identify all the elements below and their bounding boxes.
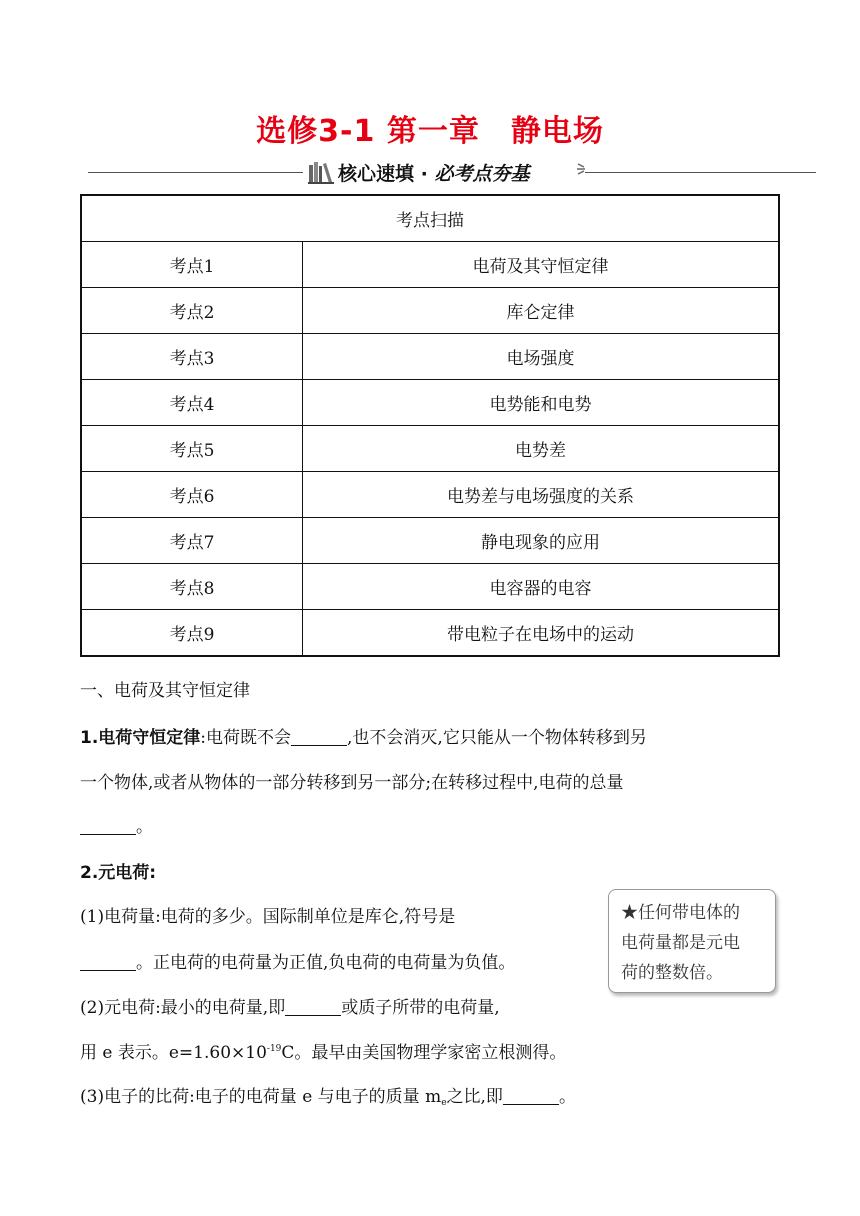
banner-rule-right <box>585 172 816 173</box>
banner-rule-left <box>88 172 303 173</box>
item-3-end: 。 <box>558 1087 576 1107</box>
paragraph-1-text-a: :电荷既不会 <box>200 728 292 748</box>
topic-number: 考点3 <box>81 334 303 380</box>
table-row <box>81 334 779 380</box>
blank-2[interactable] <box>80 817 136 835</box>
exponent: -19 <box>266 1044 282 1054</box>
banner-label-main: 核心速填 · <box>338 163 435 185</box>
topic-title: 电势能和电势 <box>303 380 780 426</box>
tip-line-1 <box>621 898 765 928</box>
paragraph-1-end: 。 <box>136 817 153 837</box>
item-3-text-b: 之比,即 <box>446 1087 503 1107</box>
table-row <box>81 288 779 334</box>
paragraph-1-label: 1.电荷守恒定律 <box>80 728 201 748</box>
blank-1[interactable] <box>291 728 347 746</box>
topic-number: 考点6 <box>81 472 303 518</box>
topic-title: 电场强度 <box>303 334 780 380</box>
blank-3[interactable] <box>80 953 136 971</box>
tip-line-2: 电荷量都是元电 <box>621 933 740 953</box>
paragraph-1-line-3 <box>80 812 153 837</box>
page-title: 选修3-1 第一章 静电场 <box>256 114 604 149</box>
tip-box <box>608 889 776 993</box>
banner-label <box>338 159 529 186</box>
item-2-text-a: (2)元电荷:最小的电荷量,即 <box>80 998 286 1018</box>
blank-4[interactable] <box>285 998 341 1016</box>
flourish-icon <box>576 162 586 176</box>
item-2-text-d: C。最早由美国物理学家密立根测得。 <box>281 1043 567 1063</box>
books-icon <box>308 160 334 184</box>
subscript: e <box>441 1098 447 1108</box>
table-header-row <box>81 195 779 242</box>
star-icon: ★ <box>621 903 638 923</box>
topic-title: 电荷及其守恒定律 <box>303 242 780 288</box>
item-2-line-1 <box>80 993 500 1018</box>
topic-title: 带电粒子在电场中的运动 <box>303 610 780 657</box>
paragraph-1-text-b: ,也不会消灭,它只能从一个物体转移到另 <box>347 728 647 748</box>
table-row <box>81 472 779 518</box>
section-heading: 一、电荷及其守恒定律 <box>80 681 250 701</box>
section-banner <box>88 156 816 188</box>
topic-number: 考点7 <box>81 518 303 564</box>
item-1-line-2 <box>80 948 515 973</box>
table-row <box>81 380 779 426</box>
topic-title: 电势差 <box>303 426 780 472</box>
table-row <box>81 564 779 610</box>
blank-5[interactable] <box>503 1087 559 1105</box>
paragraph-1-line-1 <box>80 723 647 748</box>
item-3-line-1 <box>80 1082 576 1108</box>
topic-number: 考点1 <box>81 242 303 288</box>
item-1-text-b: 。正电荷的电荷量为正值,负电荷的电荷量为负值。 <box>136 953 516 973</box>
topic-number: 考点8 <box>81 564 303 610</box>
table-row <box>81 426 779 472</box>
table-row <box>81 518 779 564</box>
item-2-text-b: 或质子所带的电荷量, <box>341 998 500 1018</box>
item-2-line-2 <box>80 1038 566 1063</box>
table-header: 考点扫描 <box>81 195 779 242</box>
topic-title: 库仑定律 <box>303 288 780 334</box>
item-2-text-c: 用 e 表示。e=1.60×10 <box>80 1043 267 1063</box>
paragraph-1-line-2: 一个物体,或者从物体的一部分转移到另一部分;在转移过程中,电荷的总量 <box>80 773 624 793</box>
tip-text-1: 任何带电体的 <box>638 903 740 923</box>
item-3-text-a: (3)电子的比荷:电子的电荷量 e 与电子的质量 m <box>80 1087 442 1107</box>
topic-number: 考点9 <box>81 610 303 657</box>
topic-title: 电容器的电容 <box>303 564 780 610</box>
topic-number: 考点4 <box>81 380 303 426</box>
table-row <box>81 242 779 288</box>
paragraph-2-label: 2.元电荷: <box>80 863 157 883</box>
topic-title: 电势差与电场强度的关系 <box>303 472 780 518</box>
topic-title: 静电现象的应用 <box>303 518 780 564</box>
topic-number: 考点5 <box>81 426 303 472</box>
topic-table <box>80 194 780 657</box>
table-row <box>81 610 779 657</box>
banner-label-emphasis: 必考点夯基 <box>434 163 530 185</box>
topic-number: 考点2 <box>81 288 303 334</box>
item-1-line-1: (1)电荷量:电荷的多少。国际制单位是库仑,符号是 <box>80 907 456 927</box>
tip-line-3: 荷的整数倍。 <box>621 963 723 983</box>
